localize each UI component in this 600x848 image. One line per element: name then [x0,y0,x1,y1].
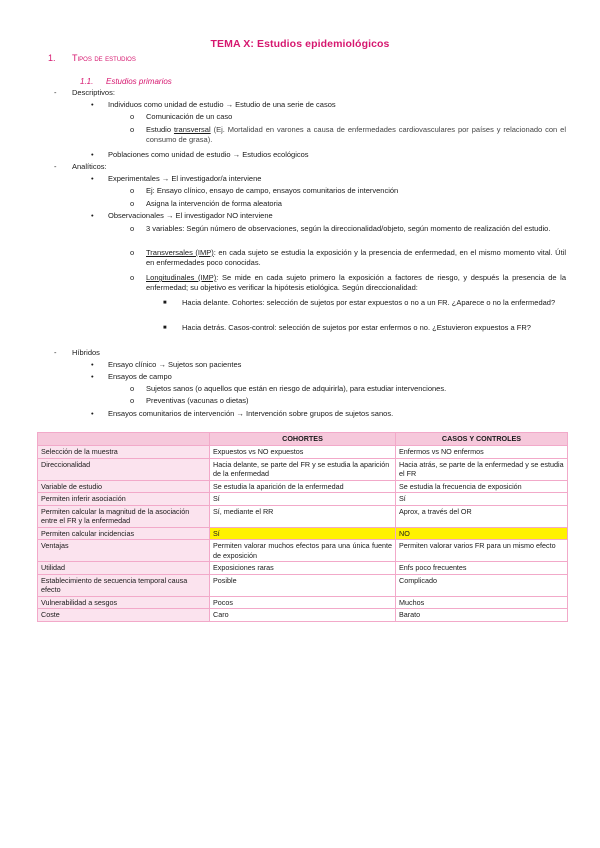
dot-bullet: • [91,409,94,418]
row-label: Direccionalidad [38,458,210,480]
table-row [38,458,568,480]
section-heading-1 [48,53,136,63]
cohortes-cell: Hacia delante, se parte del FR y se estudia la aparición de la enfermedad [210,458,396,480]
outline-a2c1: Hacia delante. Cohortes: selección de sujetos por estar expuestos o no a un FR. ¿Aparece o no la enfermedad? [182,298,556,307]
section-number: 1. [48,53,56,63]
cohortes-cell: Exposiciones raras [210,562,396,575]
outline-h3: Ensayos comunitarios de intervención → Intervención sobre grupos de sujetos sanos. [108,409,394,418]
outline-a2c-underlined: Longitudinales (IMP) [146,273,217,282]
cohortes-cell: Posible [210,574,396,596]
row-label: Vulnerabilidad a sesgos [38,596,210,609]
table-row [38,480,568,493]
outline-a2a: 3 variables: Según número de observaciones, según la direccionalidad/objeto, según momento de realización del estudio. [146,224,551,233]
outline-h2b: Preventivas (vacunas o dietas) [146,396,249,405]
dash-bullet: - [54,162,57,171]
circle-bullet: o [130,112,135,121]
circle-bullet: o [130,248,135,257]
outline-hibridos: Híbridos [72,348,100,357]
outline-a2b [146,248,566,268]
casos-controles-cell: Hacia atrás, se parte de la enfermedad y se estudia el FR [396,458,568,480]
outline-d1b [146,125,566,145]
casos-controles-cell: Se estudia la frecuencia de exposición [396,480,568,493]
dot-bullet: • [91,174,94,183]
row-label: Coste [38,609,210,622]
row-label: Ventajas [38,540,210,562]
square-bullet: ■ [163,300,167,306]
subsection-number: 1.1. [80,77,94,86]
outline-d1b-pre: Estudio [146,125,174,134]
casos-controles-cell: Sí [396,493,568,506]
outline-h2a: Sujetos sanos (o aquellos que están en riesgo de adquirirla), para estudiar intervenciones. [146,384,447,393]
cohortes-cell: Sí, mediante el RR [210,505,396,527]
dash-bullet: - [54,348,57,357]
outline-a2c-post: : Se mide en cada sujeto primero la exposición a factores de riesgo, y después la presencia de la enfermedad; su objetivo es verificar la hipótesis etiológica. Según direccionalidad: [146,273,566,292]
row-label: Permiten calcular incidencias [38,527,210,540]
circle-bullet: o [130,224,135,233]
circle-bullet: o [130,186,135,195]
casos-controles-cell: Enfs poco frecuentes [396,562,568,575]
outline-a2: Observacionales → El investigador NO interviene [108,211,273,220]
table-header-cell: COHORTES [210,433,396,446]
outline-d1b-post: (Ej. Mortalidad en varones a causa de enfermedades cardiovasculares por países y relacionado con el consumo de grasa). [146,125,566,144]
outline-a1a: Ej: Ensayo clínico, ensayo de campo, ensayos comunitarios de intervención [146,186,399,195]
outline-analiticos: Analíticos: [72,162,107,171]
outline-a1b: Asigna la intervención de forma aleatoria [146,199,282,208]
table-row-highlighted [38,527,568,540]
section-label: Tipos de estudios [72,53,136,63]
casos-controles-cell: Muchos [396,596,568,609]
outline-h2: Ensayos de campo [108,372,172,381]
circle-bullet: o [130,273,135,282]
outline-d2: Poblaciones como unidad de estudio → Estudios ecológicos [108,150,309,159]
dash-bullet: - [54,88,57,97]
cohortes-cell: Expuestos vs NO expuestos [210,446,396,459]
dot-bullet: • [91,372,94,381]
casos-controles-cell: Barato [396,609,568,622]
dot-bullet: • [91,360,94,369]
row-label: Utilidad [38,562,210,575]
table-header-row [38,433,568,446]
casos-controles-cell: Aprox, a través del OR [396,505,568,527]
outline-a2c2: Hacia detrás. Casos-control: selección de sujetos por estar enfermos o no. ¿Estuvieron expuestos a FR? [182,323,531,332]
table-row [38,609,568,622]
table-row [38,540,568,562]
row-label: Establecimiento de secuencia temporal causa efecto [38,574,210,596]
subsection-label: Estudios primarios [106,77,172,86]
table-row [38,596,568,609]
square-bullet: ■ [163,325,167,331]
outline-a2b-post: : en cada sujeto se estudia la exposición y la presencia de enfermedad, en el mismo momento vital. Útil en enfermedades poco conocidas. [146,248,566,267]
table-row [38,493,568,506]
casos-controles-cell: Complicado [396,574,568,596]
circle-bullet: o [130,125,135,134]
dot-bullet: • [91,150,94,159]
cohortes-cell: Sí [210,493,396,506]
table-header-cell [38,433,210,446]
row-label: Variable de estudio [38,480,210,493]
comparison-table [37,432,568,622]
casos-controles-cell: Enfermos vs NO enfermos [396,446,568,459]
outline-a1: Experimentales → El investigador/a interviene [108,174,262,183]
casos-controles-cell: NO [396,527,568,540]
circle-bullet: o [130,396,135,405]
outline-d1a: Comunicación de un caso [146,112,233,121]
casos-controles-cell: Permiten valorar varios FR para un mismo efecto [396,540,568,562]
circle-bullet: o [130,384,135,393]
subsection-heading-1-1 [80,77,172,86]
document-title: TEMA X: Estudios epidemiológicos [210,38,390,50]
cohortes-cell: Caro [210,609,396,622]
table-row [38,562,568,575]
cohortes-cell: Sí [210,527,396,540]
outline-a2b-underlined: Transversales (IMP) [146,248,214,257]
row-label: Permiten inferir asociación [38,493,210,506]
row-label: Permiten calcular la magnitud de la asociación entre el FR y la enfermedad [38,505,210,527]
outline-descriptivos: Descriptivos: [72,88,115,97]
table-header-cell: CASOS Y CONTROLES [396,433,568,446]
outline-a2c [146,273,566,293]
table-row [38,446,568,459]
outline-h1: Ensayo clínico → Sujetos son pacientes [108,360,242,369]
dot-bullet: • [91,100,94,109]
table-row [38,505,568,527]
outline-d1b-underlined: transversal [173,125,211,134]
cohortes-cell: Permiten valorar muchos efectos para una única fuente de exposición [210,540,396,562]
row-label: Selección de la muestra [38,446,210,459]
table-row [38,574,568,596]
dot-bullet: • [91,211,94,220]
cohortes-cell: Pocos [210,596,396,609]
circle-bullet: o [130,199,135,208]
cohortes-cell: Se estudia la aparición de la enfermedad [210,480,396,493]
outline-d1: Individuos como unidad de estudio → Estudio de una serie de casos [108,100,336,109]
